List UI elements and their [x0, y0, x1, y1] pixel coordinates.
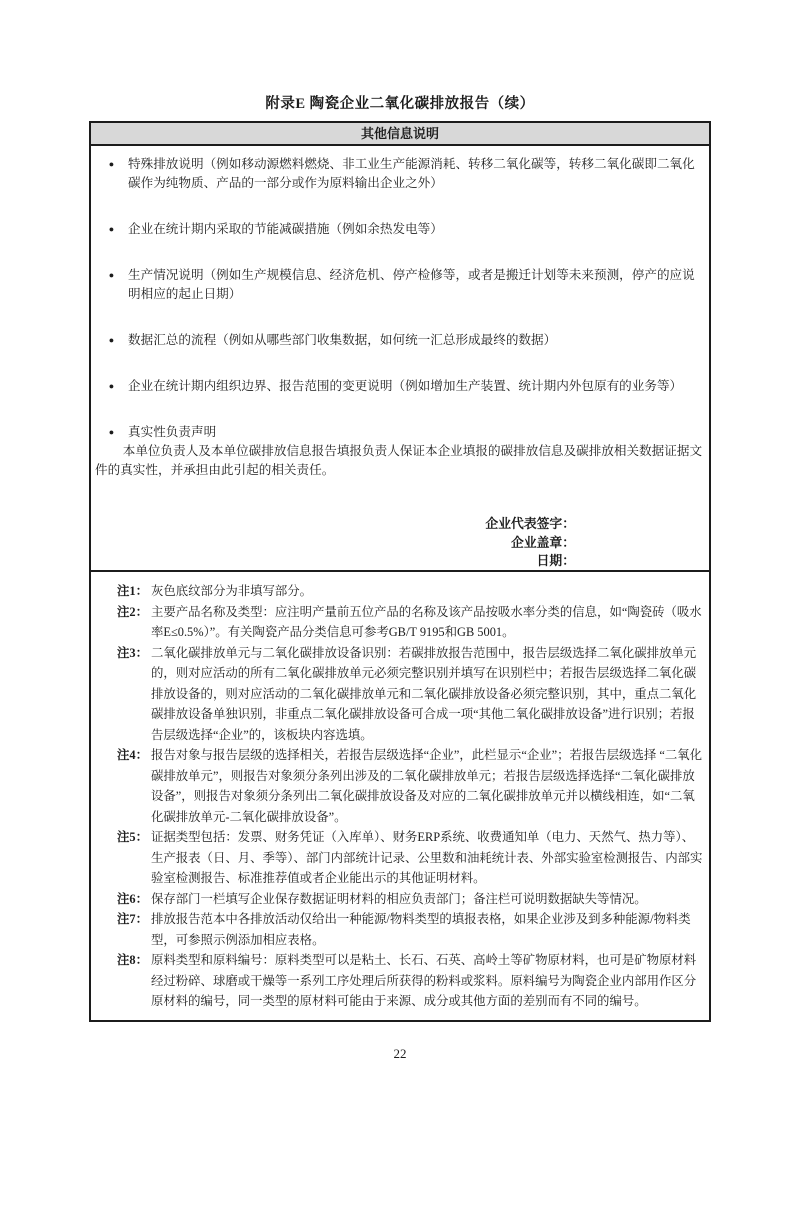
- table-header: 其他信息说明: [91, 123, 709, 146]
- note-text: 二氧化碳排放单元与二氧化碳排放设备识别：若碳排放报告范围中，报告层级选择二氧化碳排放单元的，则对应活动的所有二氧化碳排放单元必须完整识别并填写在识别栏中；若报告层级选择二氧化碳排放设备的，则对应活动的二氧化碳排放单元和二氧化碳排放设备必须完整识别，其中，重点二氧化碳排放设备单独识别，非重点二氧化碳排放设备可合成一项“其他二氧化碳排放设备”进行识别；若报告层级选择“企业”的，该板块内容选填。: [151, 645, 697, 742]
- list-item: [95, 423, 705, 442]
- note-text: 证据类型包括：发票、财务凭证（入库单）、财务ERP系统、收费通知单（电力、天然气、热力等）、生产报表（日、月、季等）、部门内部统计记录、公里数和油耗统计表、外部实验室检测报告、内部实验室检测报告、标准推荐值或者企业能出示的其他证明材料。: [151, 830, 703, 885]
- data-aggregation-note: 数据汇总的流程（例如从哪些部门收集数据，如何统一汇总形成最终的数据）: [128, 333, 557, 347]
- note-5: [117, 827, 705, 889]
- list-item: [95, 331, 705, 350]
- bullet-icon: ●: [108, 270, 115, 280]
- special-emission-note: 特殊排放说明（例如移动源燃料燃烧、非工业生产能源消耗、转移二氧化碳等，转移二氧化碳即二氧化碳作为纯物质、产品的一部分或作为原料输出企业之外）: [128, 157, 695, 190]
- notes-cell: [91, 572, 709, 1020]
- note-text: 排放报告范本中各排放活动仅给出一种能源/物料类型的填报表格，如果企业涉及到多种能源/物料类型，可参照示例添加相应表格。: [151, 912, 691, 947]
- list-item: [95, 220, 705, 239]
- page-number: 22: [393, 1045, 407, 1061]
- note-3: [117, 643, 705, 746]
- production-situation-note: 生产情况说明（例如生产规模信息、经济危机、停产检修等，或者是搬迁计划等未来预测，停产的应说明相应的起止日期）: [128, 268, 695, 301]
- note-label: 注6：: [117, 891, 148, 906]
- note-label: 注5：: [117, 830, 148, 844]
- note-2: [117, 602, 705, 643]
- representative-signature-label: 企业代表签字：: [485, 517, 575, 531]
- note-label: 注7：: [117, 912, 148, 926]
- note-text: 主要产品名称及类型：应注明产量前五位产品的名称及该产品按吸水率分类的信息，如“陶瓷砖（吸水率E≤0.5%）”。有关陶瓷产品分类信息可参考GB/T 9195和GB 5001。: [151, 604, 702, 639]
- note-label: 注4：: [117, 748, 148, 762]
- note-1: [117, 581, 705, 602]
- note-4: [117, 745, 705, 827]
- bullet-icon: ●: [108, 381, 115, 391]
- note-label: 注3：: [117, 645, 148, 660]
- bullet-icon: ●: [108, 159, 115, 169]
- note-text: 灰色底纹部分为非填写部分。: [151, 584, 313, 598]
- list-item: [95, 377, 705, 396]
- list-item: [95, 266, 705, 304]
- note-label: 注8：: [117, 953, 148, 967]
- energy-saving-measures-note: 企业在统计期内采取的节能减碳措施（例如余热发电等）: [128, 222, 443, 236]
- note-label: 注1：: [117, 584, 148, 598]
- note-7: [117, 909, 705, 950]
- bullet-icon: ●: [108, 427, 115, 437]
- other-info-content-cell: [91, 146, 709, 572]
- note-text: 原料类型和原料编号：原料类型可以是粘土、长石、石英、高岭土等矿物原材料，也可是矿物原材料经过粉碎、球磨或干燥等一系列工序处理后所获得的粉料或浆料。原料编号为陶瓷企业内部用作区分原材料的编号，同一类型的原材料可能由于来源、成分或其他方面的差别而有不同的编号。: [151, 953, 697, 1008]
- boundary-change-note: 企业在统计期内组织边界、报告范围的变更说明（例如增加生产装置、统计期内外包原有的业务等）: [128, 379, 683, 393]
- truthfulness-statement-heading: 真实性负责声明: [128, 425, 217, 439]
- date-label: 日期：: [536, 554, 575, 568]
- other-info-table: [89, 121, 711, 1022]
- note-8: [117, 950, 705, 1012]
- page-title: 附录E 陶瓷企业二氧化碳排放报告（续）: [265, 96, 535, 112]
- note-label: 注2：: [117, 604, 148, 619]
- signature-block: [95, 515, 705, 571]
- note-text: 报告对象与报告层级的选择相关，若报告层级选择“企业”，此栏显示“企业”；若报告层级选择 “二氧化碳排放单元”，则报告对象须分条列出涉及的二氧化碳排放单元；若报告层级选择选择“二氧化碳排放设备”，则报告对象须分条列出二氧化碳排放设备及对应的二氧化碳排放单元并以横线相连，如“二氧化碳排放单元-二氧化碳排放设备”。: [151, 748, 703, 824]
- note-text: 保存部门一栏填写企业保存数据证明材料的相应负责部门；备注栏可说明数据缺失等情况。: [151, 891, 647, 906]
- bullet-icon: ●: [108, 224, 115, 234]
- note-6: [117, 889, 705, 910]
- bullet-icon: ●: [108, 335, 115, 345]
- list-item: [95, 155, 705, 193]
- company-seal-label: 企业盖章：: [511, 535, 575, 550]
- truthfulness-declaration: 本单位负责人及本单位碳排放信息报告填报负责人保证本企业填报的碳排放信息及碳排放相关数据证据文件的真实性，并承担由此引起的相关责任。: [95, 444, 703, 477]
